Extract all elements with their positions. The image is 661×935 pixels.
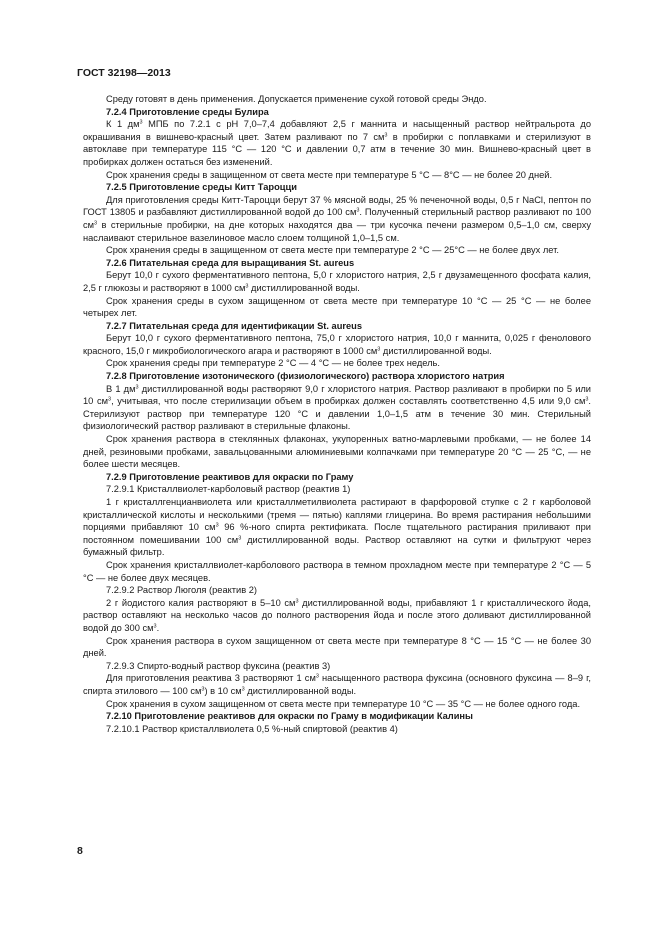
superscript: 3	[153, 623, 157, 630]
text-run: Для приготовления реактива 3 растворяют 1 см	[106, 673, 316, 684]
text-run: дистиллированной воды, прибавляют 1 г кристаллического йода, раствор оставляют на несколько часов до полного растворения йода и после этого доливают дистиллированной водой до 300 см	[83, 597, 591, 633]
paragraph	[83, 597, 591, 635]
text-run: Среду готовят в день применения. Допускается применение сухой готовой среды Эндо.	[106, 94, 487, 104]
superscript: 3	[377, 346, 381, 353]
paragraph	[83, 672, 591, 697]
text-run: . Стерилизуют раствор при температуре 120 °С и давлении 1,0–1,5 атм в течение 30 мин. Стерильный физиологический раствор разливают в стерильные флаконы.	[83, 396, 591, 432]
text-run: 7.2.7 Питательная среда для идентификации St. aureus	[106, 320, 363, 331]
text-run: дистиллированной воды.	[248, 282, 360, 293]
superscript: 3	[315, 673, 319, 680]
superscript: 3	[94, 220, 98, 227]
text-run: 7.2.9 Приготовление реактивов для окраски по Граму	[106, 471, 354, 482]
superscript: 3	[108, 396, 112, 403]
superscript: 3	[139, 119, 143, 126]
superscript: 3	[585, 396, 589, 403]
text-run: Срок хранения в сухом защищенном от света месте при температуре 10 °С — 35 °С — не более одного года.	[106, 698, 581, 709]
paragraph	[83, 244, 591, 257]
text-run: Берут 10,0 г сухого ферментативного пептона, 75,0 г хлористого натрия, 10,0 г маннита, 0,025 г фенолового красного, 15,0 г микробиологического агара и растворяют в 1000 см	[83, 333, 591, 356]
document-body	[83, 93, 591, 735]
text-run: МПБ по 7.2.1 с рН 7,0–7,4 добавляют 2,5 г маннита и насыщенный раствор нейтральрота до окрашивания в вишнево-красный цвет. Затем разливают по 7 см	[83, 119, 591, 142]
text-run: 7.2.4 Приготовление среды Булира	[106, 106, 269, 117]
text-run: Срок хранения раствора в сухом защищенном от света месте при температуре 8 °С — 15 °С — не более 30 дней.	[83, 635, 591, 659]
paragraph	[83, 584, 591, 597]
paragraph	[83, 194, 591, 244]
text-run: ) в 10 см	[204, 685, 242, 696]
text-run: .	[156, 622, 160, 633]
superscript: 3	[245, 283, 249, 290]
section-heading	[83, 471, 591, 484]
text-run: 1 г кристаллгенцианвиолета или кристаллметилвиолета растирают в фарфоровой ступке с 2 г карболовой кристаллической кислоты и несколькими (тремя — пятью) каплями глицерина. Во время растирания небольшими порциями прибавляют 10 см	[83, 497, 591, 533]
document-header: ГОСТ 32198—2013	[77, 67, 171, 79]
section-heading	[83, 710, 591, 723]
text-run: 2 г йодистого калия растворяют в 5–10 см	[106, 597, 296, 608]
paragraph	[83, 332, 591, 357]
section-heading	[83, 370, 591, 383]
paragraph	[83, 295, 591, 320]
paragraph	[83, 660, 591, 673]
text-run: . Полученный стерильный раствор разливают по 100 см	[83, 207, 591, 230]
text-run: К 1 дм	[106, 119, 140, 130]
paragraph	[83, 269, 591, 294]
superscript: 3	[384, 132, 388, 139]
paragraph	[83, 483, 591, 496]
text-run: дистиллированной воды.	[244, 685, 357, 696]
text-run: 7.2.9.3 Спирто-водный раствор фуксина (реактив 3)	[106, 660, 331, 671]
text-run: насыщенного раствора фуксина (основного фуксина — 8–9 г, спирта этилового — 100 см	[83, 673, 591, 696]
superscript: 3	[201, 686, 205, 693]
superscript: 3	[241, 686, 245, 693]
section-heading	[83, 106, 591, 119]
section-heading	[83, 320, 591, 333]
superscript: 3	[295, 598, 299, 605]
text-run: Срок хранения среды в сухом защищенном от света месте при температуре 10 °С — 25 °С — не более четырех лет.	[83, 295, 591, 319]
text-run: Срок хранения раствора в стеклянных флаконах, укупоренных ватно-марлевыми пробками, — не более 14 дней, резиновыми пробками, завальцованными алюминиевыми колпачками при температуре 20 °С — 25 °С, — не более шести месяцев.	[83, 434, 591, 470]
text-run: в стерильные пробирки, на дне которых находятся два — три кусочка печени размером 0,5–1,0 см, сверху наслаивают стерильное вазелиновое масло слоем толщиной 1,0–1,5 см.	[83, 219, 591, 243]
paragraph	[83, 698, 591, 711]
superscript: 3	[356, 207, 360, 214]
text-run: Срок хранения среды в защищенном от света месте при температуре 2 °С — 25°С — не более двух лет.	[106, 245, 559, 256]
paragraph	[83, 357, 591, 370]
text-run: Срок хранения среды в защищенном от света месте при температуре 5 °С — 8°С — не более 20 дней.	[106, 169, 553, 180]
text-run: Срок хранения среды при температуре 2 °С — 4 °С — не более трех недель.	[106, 358, 440, 369]
paragraph	[83, 433, 591, 471]
text-run: Для приготовления среды Китт-Тароцци берут 37 % мясной воды, 25 % печеночной воды, 0,5 г NaCl, пептон по ГОСТ 13805 и разбавляют дистиллированной водой до 100 см	[83, 194, 591, 218]
paragraph	[83, 559, 591, 584]
superscript: 3	[215, 522, 219, 529]
text-run: Берут 10,0 г сухого ферментативного пептона, 5,0 г хлористого натрия, 2,5 г двузамещенного фосфата калия, 2,5 г глюкозы и растворяют в 1000 см	[83, 270, 591, 293]
text-run: В 1 дм	[106, 383, 136, 394]
paragraph	[83, 118, 591, 168]
paragraph	[83, 383, 591, 433]
paragraph	[83, 496, 591, 559]
text-run: дистиллированной воды растворяют 9,0 г хлористого натрия. Раствор разливают в пробирки по 5 или 10 см	[83, 383, 591, 407]
text-run: 7.2.5 Приготовление среды Китт Тароцци	[106, 182, 297, 193]
page-number: 8	[77, 845, 83, 857]
paragraph	[83, 169, 591, 182]
paragraph	[83, 723, 591, 736]
paragraph	[83, 93, 591, 106]
text-run: 7.2.10.1 Раствор кристаллвиолета 0,5 %-ный спиртовой (реактив 4)	[106, 723, 398, 734]
text-run: 7.2.9.2 Раствор Люголя (реактив 2)	[106, 585, 258, 596]
text-run: 7.2.10 Приготовление реактивов для окраски по Граму в модификации Калины	[106, 711, 473, 722]
text-run: 96 %-ного спирта ректификата. После тщательного растирания приливают при постоянном помешивании 100 см	[83, 522, 591, 545]
text-run: дистиллированной воды. Раствор оставляют на сутки и фильтруют через бумажный фильтр.	[83, 534, 591, 558]
paragraph	[83, 635, 591, 660]
text-run: дистиллированной воды.	[380, 345, 492, 356]
text-run: 7.2.6 Питательная среда для выращивания St. aureus	[106, 257, 355, 268]
text-run: 7.2.8 Приготовление изотонического (физиологического) раствора хлористого натрия	[106, 371, 505, 382]
text-run: Срок хранения кристаллвиолет-карболового раствора в темном прохладном месте при температуре 2 °С — 5 °С — не более двух месяцев.	[83, 559, 591, 583]
text-run: в пробирки с поплавками и стерилизуют в автоклаве при температуре 115 °С — 120 °С и давлении 0,7 атм в течение 30 мин. Вишнево-красный цвет в пробирках должен остаться без изменений.	[83, 131, 591, 167]
section-heading	[83, 181, 591, 194]
superscript: 3	[238, 535, 242, 542]
text-run: , учитывая, что после стерилизации объем в пробирках должен составлять соответственно 4,5 или 9,0 см	[111, 396, 586, 407]
section-heading	[83, 257, 591, 270]
superscript: 3	[135, 384, 139, 391]
text-run: 7.2.9.1 Кристаллвиолет-карболовый раствор (реактив 1)	[106, 484, 351, 495]
